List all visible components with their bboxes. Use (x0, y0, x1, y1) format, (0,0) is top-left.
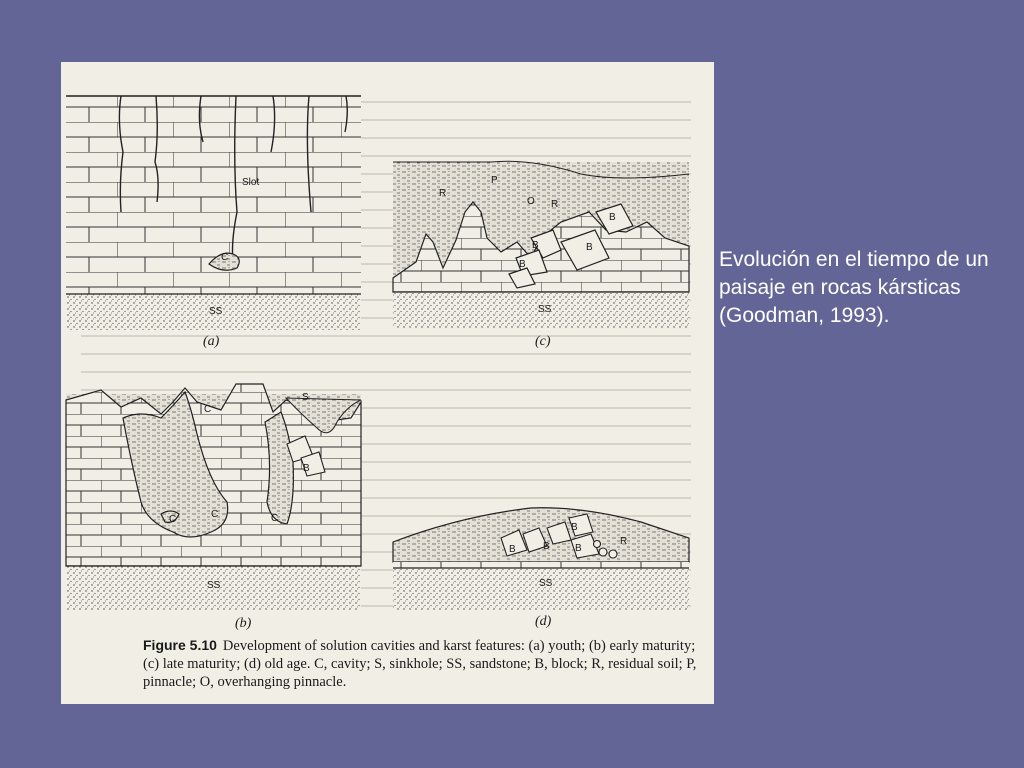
panel-d-block-label-3: B (571, 522, 578, 533)
panel-b-cavity-label-right: C (271, 513, 279, 524)
panel-a-slot-label: Slot (242, 177, 260, 188)
panel-d-residual-label: R (620, 536, 628, 547)
panel-b-cavity-label-left: C (169, 514, 177, 525)
panel-c-block-label-3: B (586, 242, 593, 253)
panel-d-block-label-2: B (543, 541, 550, 552)
panel-c-overhang-label: O (527, 196, 535, 207)
panel-a-label: (a) (203, 334, 220, 349)
panel-c-block-label-2: B (519, 259, 526, 270)
panel-d-block-label-4: B (575, 543, 582, 554)
panel-b-sandstone-label: SS (207, 580, 221, 591)
panel-c-late-maturity (393, 161, 689, 328)
panel-c-sandstone-label: SS (538, 304, 552, 315)
panel-b-block-label: B (303, 463, 310, 474)
panel-d-block-label-1: B (509, 544, 516, 555)
panel-d-label: (d) (535, 614, 552, 629)
panel-d-sandstone (393, 568, 689, 610)
panel-c-pinnacle-label: P (491, 175, 498, 186)
panel-c-block-label-4: B (609, 212, 616, 223)
scanned-figure-page (61, 62, 714, 704)
panel-d-limestone (393, 562, 689, 568)
panel-b-cavity-label-top: C (204, 404, 212, 415)
slide-caption: Evolución en el tiempo de un paisaje en rocas kársticas (Goodman, 1993). (719, 248, 989, 327)
panel-b-cavity-label-center: C (211, 509, 219, 520)
figure-caption-text: Development of solution cavities and karst features: (a) youth; (b) early maturity; (c) late maturity; (d) old age. C, cavity; S, sinkhole; SS, sandstone; B, block; R, residual soil; P, pinnacle; O, overhanging pinnacle. (143, 638, 697, 690)
panel-a-youth (66, 96, 361, 330)
panel-c-label: (c) (535, 334, 551, 349)
panel-b-sinkhole-label: S (302, 392, 309, 403)
panel-a-cavity-label: C (221, 252, 229, 263)
panel-b-early-maturity (66, 384, 361, 610)
panel-c-residual-label-right: R (551, 199, 559, 210)
panel-c-block-label-1: B (532, 240, 539, 251)
panel-b-label: (b) (235, 616, 252, 631)
figure-caption (143, 636, 703, 691)
figure-number: Figure 5.10 (143, 637, 217, 653)
panel-d-old-age (393, 508, 689, 610)
panel-a-sandstone-label: SS (209, 306, 223, 317)
panel-c-residual-label-left: R (439, 188, 447, 199)
panel-d-sandstone-label: SS (539, 578, 553, 589)
